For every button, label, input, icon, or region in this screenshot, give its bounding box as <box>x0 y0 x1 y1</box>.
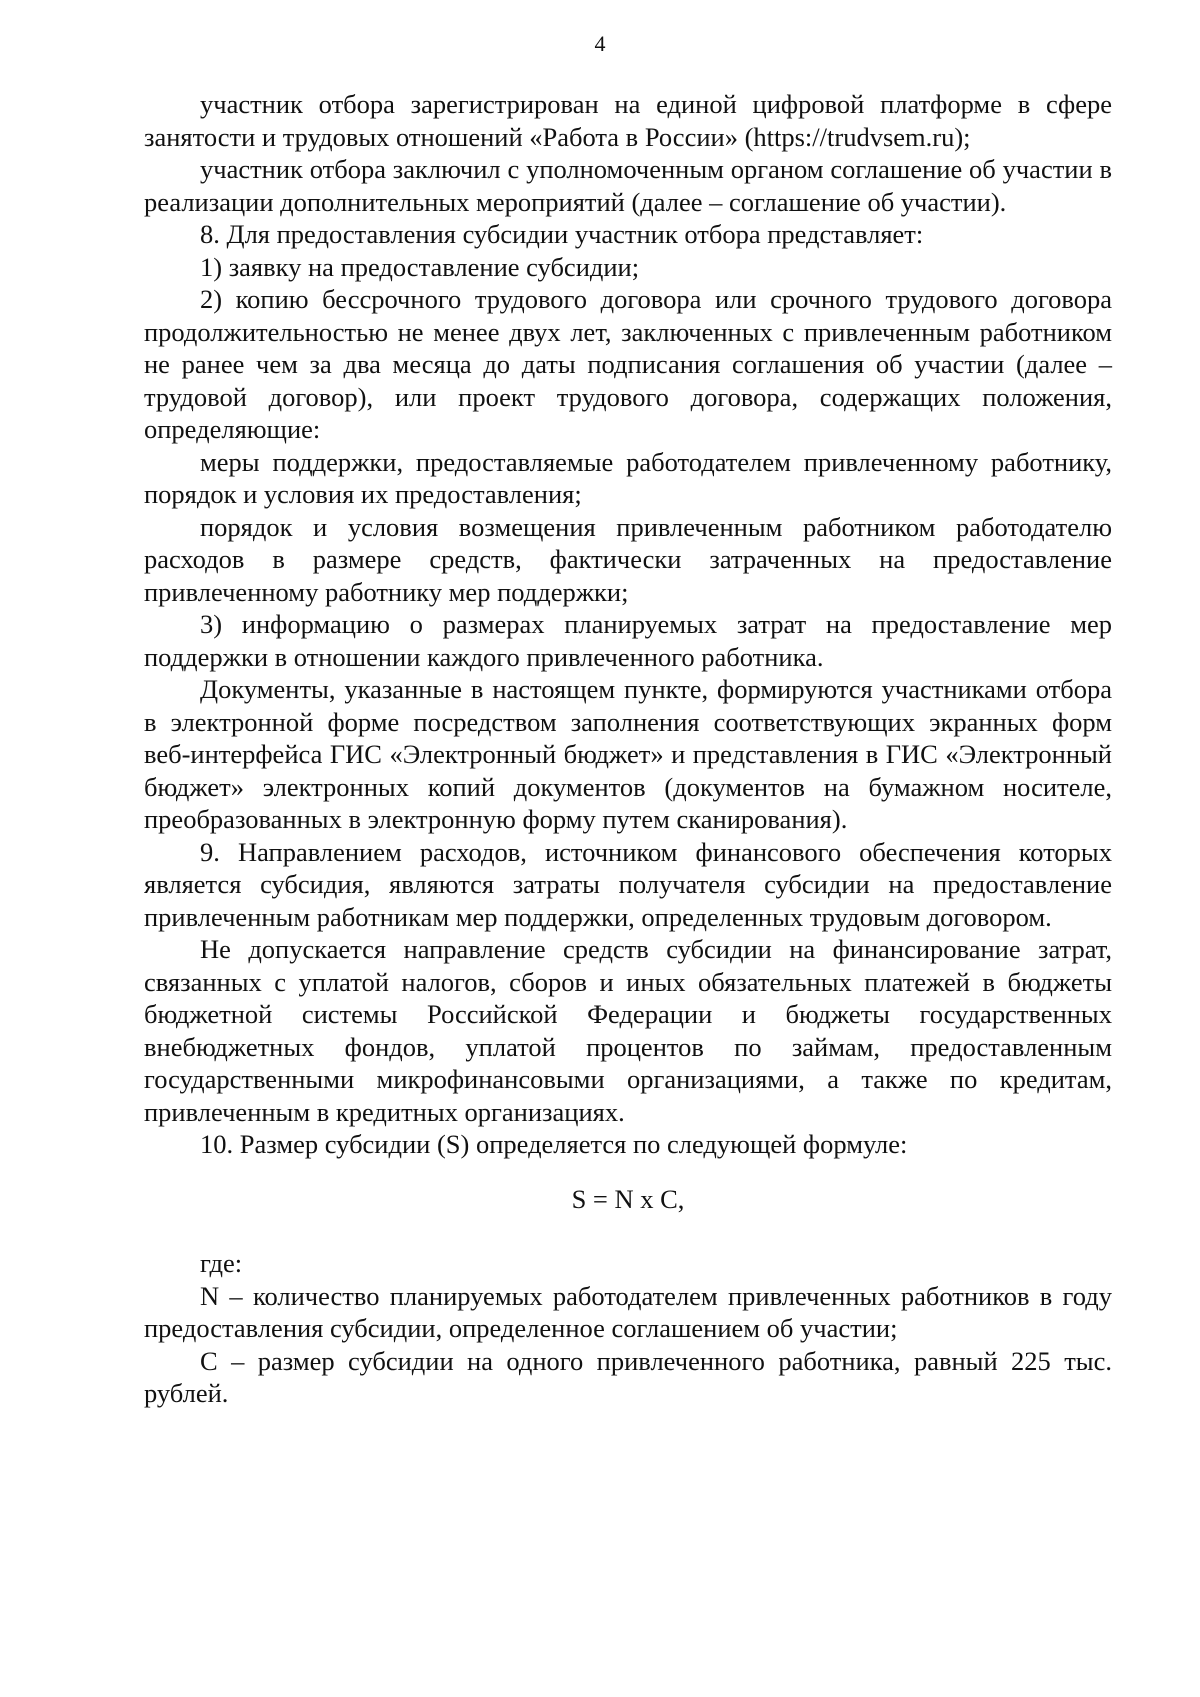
page-number: 4 <box>594 31 606 56</box>
paragraph-registration: участник отбора зарегистрирован на единой цифровой платформе в сфере занятости и трудовых отношений «Работа в России» (https://trudvsem.ru); <box>144 89 1112 152</box>
paragraph-item-10: 10. Размер субсидии (S) определяется по следующей формуле: <box>200 1129 908 1159</box>
paragraph-where: где: <box>200 1248 243 1278</box>
paragraph-item-8-1: 1) заявку на предоставление субсидии; <box>200 251 640 282</box>
paragraph-n-definition: N – количество планируемых работодателем привлеченных работников в году предоставления субсидии, определенное соглашением об участии; <box>144 1280 1112 1343</box>
document-body <box>144 88 1112 1410</box>
subsidy-formula: S = N x C, <box>571 1183 685 1214</box>
paragraph-item-8-2: 2) копию бессрочного трудового договора или срочного трудового договора продолжительностью не менее двух лет, заключенных с привлеченным работником не ранее чем за два месяца до даты подписания соглашения об участии (далее – трудовой договор), или проект трудового договора, содержащих положения, определяющие: <box>144 284 1112 444</box>
paragraph-prohibition: Не допускается направление средств субсидии на финансирование затрат, связанных с уплатой налогов, сборов и иных обязательных платежей в бюджеты бюджетной системы Российской Федерации и бюджеты государственных внебюджетных фондов, уплатой процентов по займам, предоставленным государственными микрофинансовыми организациями, а также по кредитам, привлеченным в кредитных организациях. <box>144 934 1112 1127</box>
paragraph-item-8-3: 3) информацию о размерах планируемых затрат на предоставление мер поддержки в отношении каждого привлеченного работника. <box>144 609 1112 672</box>
paragraph-documents: Документы, указанные в настоящем пункте, формируются участниками отбора в электронной форме посредством заполнения соответствующих экранных форм веб-интерфейса ГИС «Электронный бюджет» и представления в ГИС «Электронный бюджет» электронных копий документов (документов на бумажном носителе, преобразованных в электронную форму путем сканирования). <box>144 674 1112 834</box>
paragraph-c-definition: C – размер субсидии на одного привлеченного работника, равный 225 тыс. рублей. <box>144 1345 1112 1408</box>
paragraph-agreement: участник отбора заключил с уполномоченным органом соглашение об участии в реализации дополнительных мероприятий (далее – соглашение об участии). <box>144 154 1112 217</box>
paragraph-item-8: 8. Для предоставления субсидии участник отбора представляет: <box>200 219 924 249</box>
paragraph-item-9: 9. Направлением расходов, источником финансового обеспечения которых является субсидия, являются затраты получателя субсидии на предоставление привлеченным работникам мер поддержки, определенных трудовым договором. <box>144 836 1112 932</box>
paragraph-reimbursement: порядок и условия возмещения привлеченным работником работодателю расходов в размере средств, фактически затраченных на предоставление привлеченному работнику мер поддержки; <box>144 511 1112 607</box>
paragraph-support-measures: меры поддержки, предоставляемые работодателем привлеченному работнику, порядок и условия их предоставления; <box>144 446 1112 509</box>
